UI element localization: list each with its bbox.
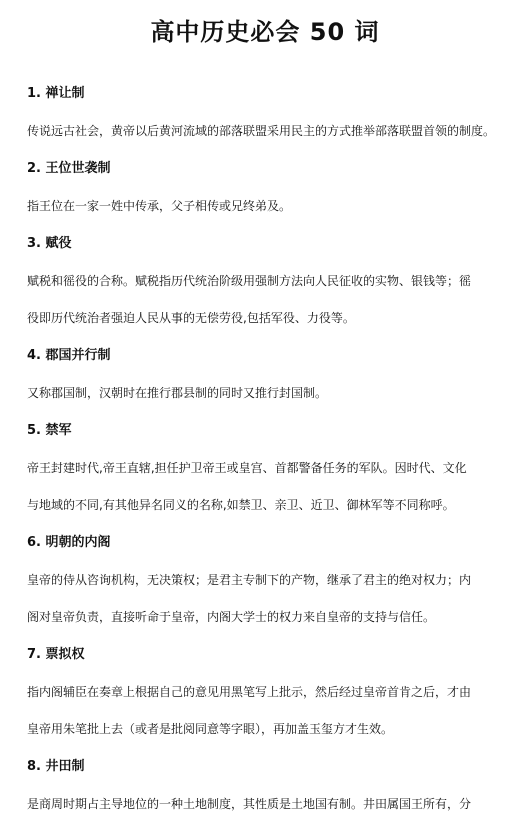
term-definition-line: 阁对皇帝负责，直接听命于皇帝，内阁大学士的权力来自皇帝的支持与信任。: [27, 610, 436, 624]
term-definition-line: 传说远古社会，黄帝以后黄河流域的部落联盟采用民主的方式推举部落联盟首领的制度。: [27, 124, 496, 138]
term-definition-line: 是商周时期占主导地位的一种土地制度，其性质是土地国有制。井田属国王所有，分: [27, 797, 472, 811]
term-heading: 7. 票拟权: [27, 647, 85, 662]
term-heading: 2. 王位世袭制: [27, 161, 111, 176]
term-definition-line: 又称郡国制，汉朝时在推行郡县制的同时又推行封国制。: [27, 386, 328, 400]
term-heading: 4. 郡国并行制: [27, 348, 111, 363]
term-definition-line: 指内阁辅臣在奏章上根据自己的意见用黑笔写上批示，然后经过皇帝首肯之后，才由: [27, 685, 472, 699]
term-definition-line: 皇帝的侍从咨询机构，无决策权；是君主专制下的产物，继承了君主的绝对权力；内: [27, 573, 472, 587]
term-definition-line: 皇帝用朱笔批上去（或者是批阅同意等字眼），再加盖玉玺方才生效。: [27, 722, 394, 736]
term-definition-line: 役即历代统治者强迫人民从事的无偿劳役,包括军役、力役等。: [27, 311, 355, 325]
term-definition-line: 赋税和徭役的合称。赋税指历代统治阶级用强制方法向人民征收的实物、银钱等；徭: [27, 274, 472, 288]
term-heading: 8. 井田制: [27, 759, 85, 774]
term-definition-line: 帝王封建时代,帝王直辖,担任护卫帝王或皇宫、首都警备任务的军队。因时代、文化: [27, 461, 467, 475]
term-heading: 6. 明朝的内阁: [27, 535, 111, 550]
page-title: 高中历史必会 50 词: [150, 18, 380, 46]
term-definition-line: 与地域的不同,有其他异名同义的名称,如禁卫、亲卫、近卫、御林军等不同称呼。: [27, 498, 455, 512]
term-heading: 5. 禁军: [27, 423, 72, 438]
term-heading: 1. 禅让制: [27, 86, 85, 101]
term-heading: 3. 赋役: [27, 236, 72, 251]
term-definition-line: 指王位在一家一姓中传承，父子相传或兄终弟及。: [27, 199, 292, 213]
